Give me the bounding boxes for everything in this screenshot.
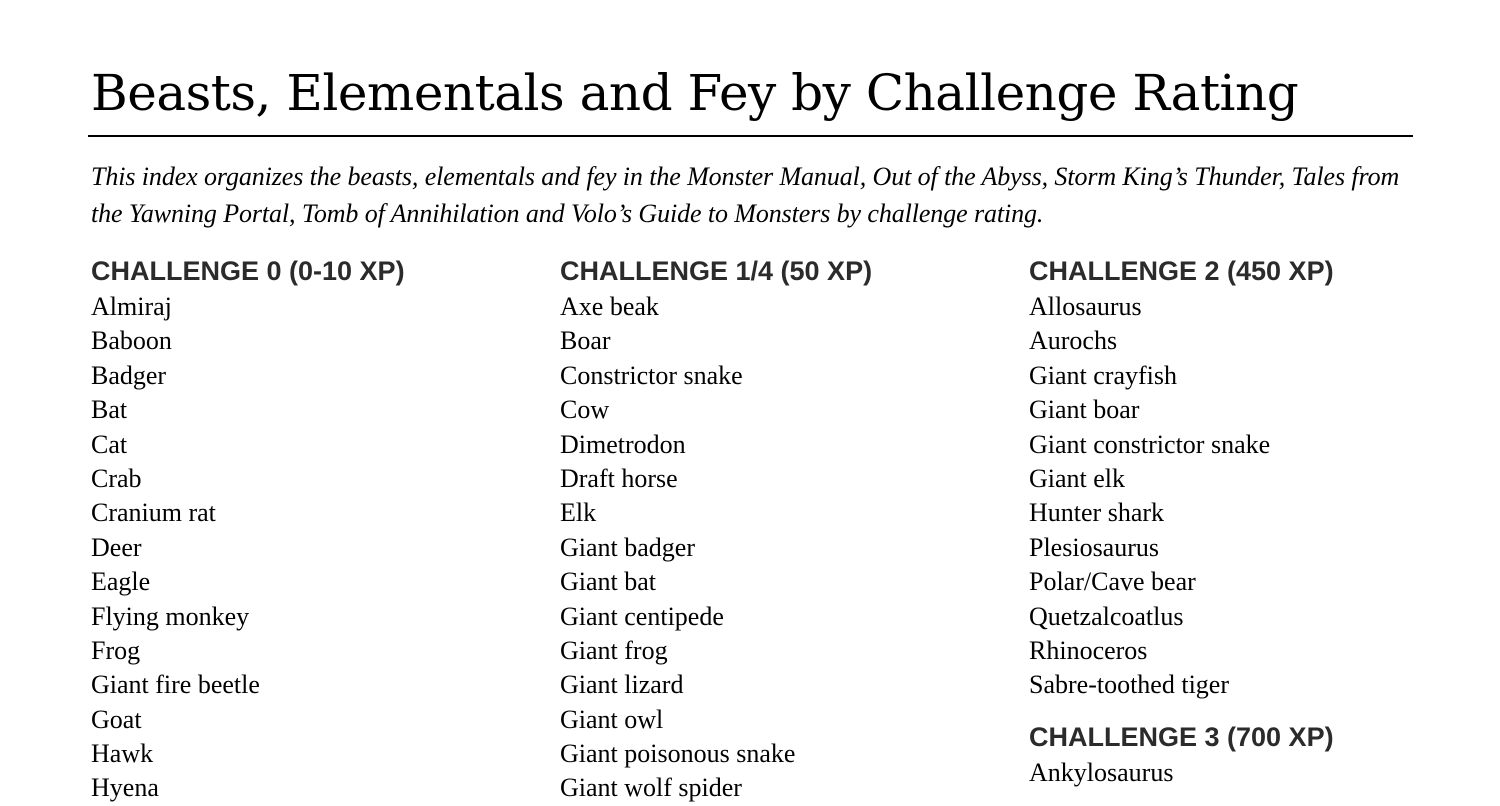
list-item: Almiraj xyxy=(91,292,172,321)
list-item: Rhinoceros xyxy=(1029,635,1148,665)
list-item: Cow xyxy=(560,395,610,425)
column-2 xyxy=(560,252,872,806)
list-item: Frog xyxy=(91,635,141,665)
list-item: Giant frog xyxy=(560,635,668,665)
section-heading: CHALLENGE 1/4 (50 XP) xyxy=(560,256,873,286)
list-item: Giant owl xyxy=(560,704,664,734)
list-item: Hyena xyxy=(91,773,159,803)
challenge-section xyxy=(91,252,405,806)
challenge-section xyxy=(1029,718,1334,790)
list-item: Allosaurus xyxy=(1029,292,1142,321)
list-item: Giant poisonous snake xyxy=(560,739,796,769)
list-item: Bat xyxy=(91,395,128,425)
list-item: Polar/Cave bear xyxy=(1029,567,1196,597)
list-item: Quetzalcoatlus xyxy=(1029,601,1184,631)
list-item: Flying monkey xyxy=(91,601,250,631)
list-item: Giant lizard xyxy=(560,670,684,700)
column-1 xyxy=(91,252,405,806)
list-item: Boar xyxy=(560,326,611,356)
section-heading: CHALLENGE 0 (0-10 XP) xyxy=(91,256,405,286)
list-item: Giant elk xyxy=(1029,463,1126,493)
list-item: Giant bat xyxy=(560,567,657,597)
list-item: Elk xyxy=(560,498,597,528)
list-item: Baboon xyxy=(91,326,172,356)
list-item: Draft horse xyxy=(560,463,678,493)
challenge-section xyxy=(1029,252,1334,703)
list-item: Sabre-toothed tiger xyxy=(1029,670,1229,700)
list-item: Cranium rat xyxy=(91,498,216,528)
list-item: Cat xyxy=(91,429,128,459)
creature-list xyxy=(1029,290,1334,703)
list-item: Dimetrodon xyxy=(560,429,686,459)
list-item: Aurochs xyxy=(1029,326,1118,356)
section-heading: CHALLENGE 3 (700 XP) xyxy=(1029,721,1334,752)
list-item: Giant centipede xyxy=(560,601,724,631)
creature-list xyxy=(91,290,405,806)
list-item: Hawk xyxy=(91,739,154,769)
list-item: Giant fire beetle xyxy=(91,670,260,700)
section-heading: CHALLENGE 2 (450 XP) xyxy=(1029,256,1334,286)
column-3 xyxy=(1029,252,1334,790)
list-item: Giant wolf spider xyxy=(560,773,742,803)
list-item: Ankylosaurus xyxy=(1029,757,1174,787)
challenge-section xyxy=(560,252,872,806)
list-item: Crab xyxy=(91,463,142,493)
title-underline xyxy=(88,135,1413,137)
list-item: Giant crayfish xyxy=(1029,360,1178,390)
page-title: Beasts, Elementals and Fey by Challenge Rating xyxy=(91,64,1299,122)
list-item: Constrictor snake xyxy=(560,360,743,390)
list-item: Giant constrictor snake xyxy=(1029,429,1271,459)
list-item: Giant badger xyxy=(560,532,696,562)
creature-list xyxy=(560,290,872,806)
list-item: Deer xyxy=(91,532,142,562)
list-item: Hunter shark xyxy=(1029,498,1165,528)
intro-paragraph: This index organizes the beasts, elementals and fey in the Monster Manual, Out of the Abyss, Storm King’s Thunder, Tales from the Yawning Portal, Tomb of Annihilation and Volo’s Guide to Monsters by challenge rating. xyxy=(91,162,1400,228)
list-item: Plesiosaurus xyxy=(1029,532,1159,562)
list-item: Badger xyxy=(91,360,167,390)
list-item: Eagle xyxy=(91,567,151,597)
list-item: Giant boar xyxy=(1029,395,1140,425)
list-item: Axe beak xyxy=(560,292,659,321)
list-item: Goat xyxy=(91,704,142,734)
